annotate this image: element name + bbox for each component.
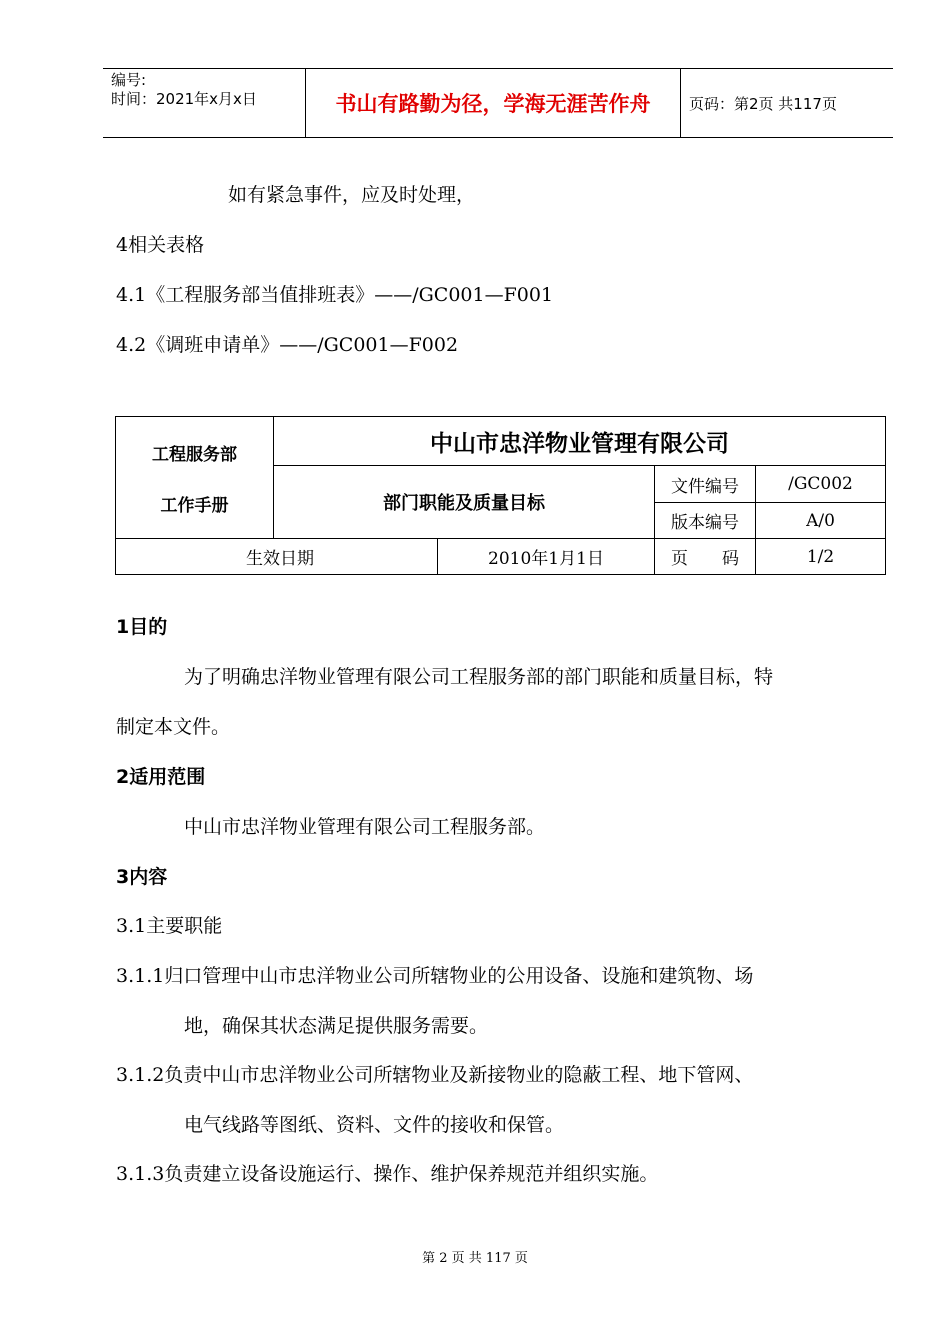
section-1-text-b: 制定本文件。 [116, 716, 231, 738]
time-label: 时间：2021年x月x日 [111, 90, 257, 108]
manual-name: 工作手册 [160, 495, 229, 516]
section-4-1: 4.1《工程服务部当值排班表》——/GC001—F001 [116, 284, 554, 306]
doc-title: 部门职能及质量目标 [274, 466, 655, 539]
section-3-1-2-b: 电气线路等图纸、资料、文件的接收和保管。 [184, 1114, 565, 1136]
section-3-1-3: 3.1.3负责建立设备设施运行、操作、维护保养规范并组织实施。 [116, 1163, 659, 1185]
section-4-2: 4.2《调班申请单》——/GC001—F002 [116, 334, 459, 356]
section-3-1-2-a: 3.1.2负责中山市忠洋物业公司所辖物业及新接物业的隐蔽工程、地下管网、 [116, 1064, 754, 1086]
eff-date-label: 生效日期 [116, 539, 438, 575]
motto-text: 书山有路勤为径，学海无涯苦作舟 [335, 92, 651, 116]
header-motto [305, 69, 681, 137]
page-value: 1/2 [756, 539, 886, 575]
version-value: A/0 [756, 503, 886, 539]
page-footer: 第 2 页 共 117 页 [422, 1251, 528, 1266]
manual-header-table [115, 416, 886, 575]
page-label: 页 码 [655, 539, 756, 575]
file-no: /GC002 [756, 466, 886, 503]
header-meta [103, 69, 305, 137]
section-1-text-a: 为了明确忠洋物业管理有限公司工程服务部的部门职能和质量目标，特 [184, 666, 774, 688]
emergency-line: 如有紧急事件，应及时处理， [228, 184, 476, 206]
dept-cell [116, 417, 274, 539]
section-3-1-1-a: 3.1.1归口管理中山市忠洋物业公司所辖物业的公用设备、设施和建筑物、场 [116, 965, 754, 987]
dept-name: 工程服务部 [152, 444, 237, 465]
section-2-text: 中山市忠洋物业管理有限公司工程服务部。 [184, 816, 546, 838]
serial-label: 编号: [111, 71, 147, 89]
file-no-label: 文件编号 [655, 466, 756, 503]
section-4-title: 4相关表格 [116, 234, 205, 256]
section-1-title: 1目的 [116, 616, 168, 638]
section-3-1: 3.1主要职能 [116, 915, 223, 937]
section-3-title: 3内容 [116, 866, 168, 888]
company-name: 中山市忠洋物业管理有限公司 [274, 417, 886, 466]
header-page-info: 页码：第2页 共117页 [689, 94, 837, 113]
version-label: 版本编号 [655, 503, 756, 539]
eff-date-value: 2010年1月1日 [438, 539, 655, 575]
page-header [103, 68, 893, 138]
section-3-1-1-b: 地，确保其状态满足提供服务需要。 [184, 1015, 489, 1037]
section-2-title: 2适用范围 [116, 766, 206, 788]
